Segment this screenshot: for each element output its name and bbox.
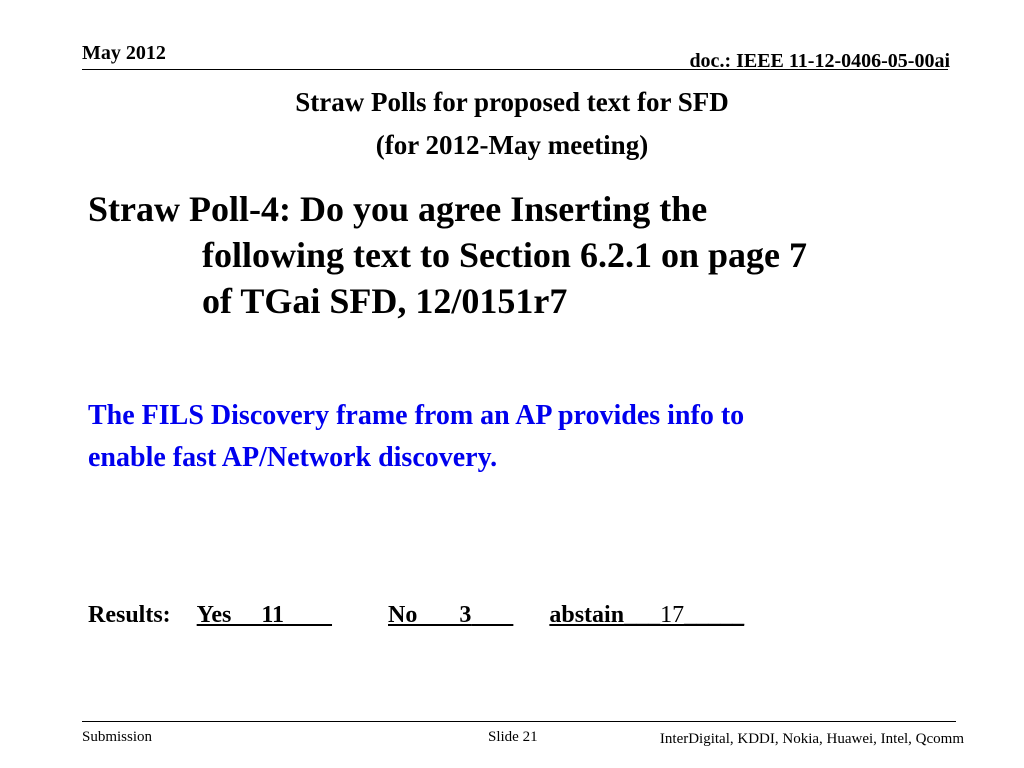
poll-results <box>88 600 744 630</box>
header-doc-id: doc.: IEEE 11-12-0406-05-00ai <box>689 50 950 72</box>
results-abstain-value: 17 <box>660 602 685 628</box>
slide-title-line-2: (for 2012-May meeting) <box>375 130 649 160</box>
results-abstain-post: _____ <box>684 602 745 628</box>
slide-title-line-1: Straw Polls for proposed text for SFD <box>295 87 729 117</box>
footer-slide-number: Slide 21 <box>488 729 538 745</box>
question-line-1: Straw Poll-4: Do you agree Inserting the <box>88 189 708 229</box>
results-label: Results: <box>88 602 171 628</box>
proposed-text-line-2: enable fast AP/Network discovery. <box>88 442 498 473</box>
straw-poll-question <box>88 186 928 324</box>
question-line-2: following text to Section 6.2.1 on page 7 <box>202 235 807 275</box>
results-yes-pad <box>284 602 332 628</box>
question-line-3: of TGai SFD, 12/0151r7 <box>202 281 568 321</box>
proposed-text-line-1: The FILS Discovery frame from an AP provides info to <box>88 400 745 431</box>
results-no <box>388 602 513 628</box>
footer-authors: InterDigital, KDDI, Nokia, Huawei, Intel, Qcomm <box>659 731 964 747</box>
results-no-pad <box>471 602 513 628</box>
results-yes <box>197 602 332 628</box>
footer-submission: Submission <box>82 729 153 745</box>
proposed-text <box>88 395 948 479</box>
results-abstain-pre: ___ <box>624 602 661 628</box>
results-yes-value: Yes 11 <box>196 602 285 628</box>
results-abstain <box>549 602 744 628</box>
results-abstain-label: abstain <box>549 602 625 628</box>
header-date: May 2012 <box>82 42 166 64</box>
header-divider <box>82 69 948 70</box>
results-no-value: No 3 <box>388 602 472 628</box>
footer-divider <box>82 721 956 722</box>
